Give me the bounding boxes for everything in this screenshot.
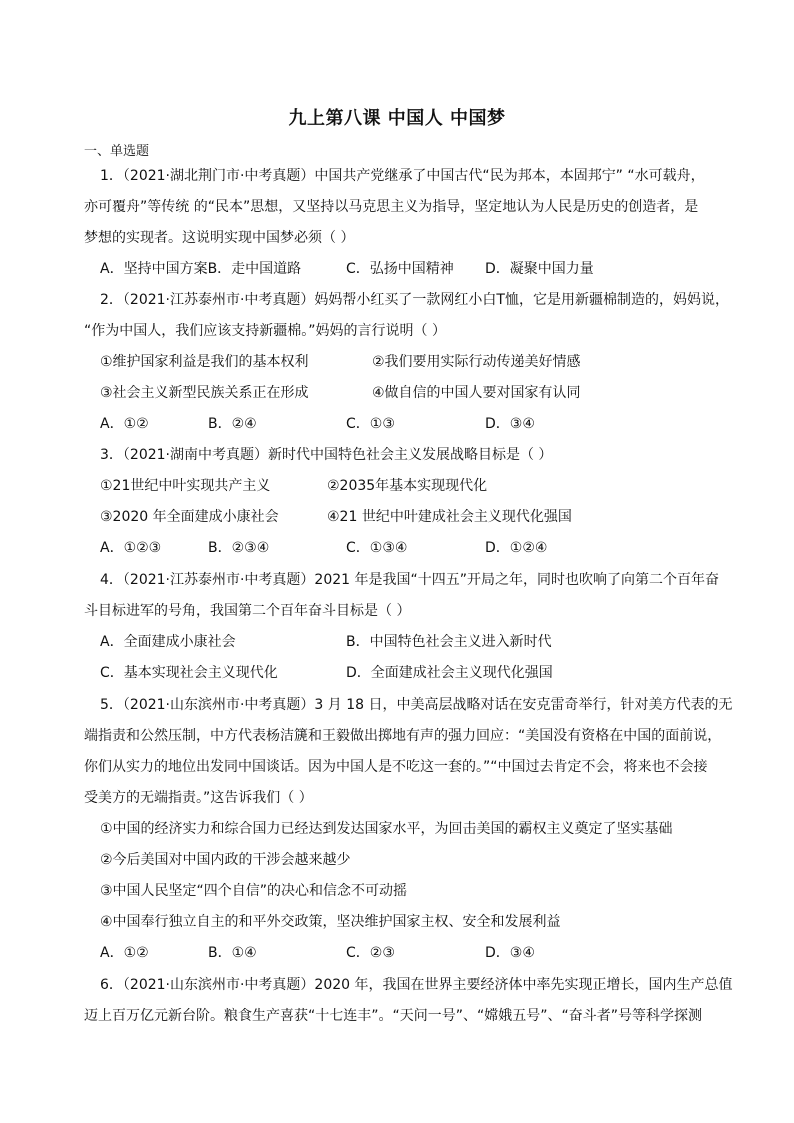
q1-text-line: 1．（2021·湖北荆门市·中考真题）中国共产党继承了中国古代“民为邦本，本固邦宁” “水可载舟， (100, 168, 705, 184)
q1-text-line: 亦可覆舟”等传统 的“民本”思想，又坚持以马克思主义为指导，坚定地认为人民是历史的创造者，是 (84, 199, 699, 215)
q3-statement: ②2035年基本实现现代化 (327, 478, 488, 494)
q3-statement: ④21 世纪中叶建成社会主义现代化强国 (327, 509, 572, 525)
q2-option-b[interactable]: B．②④ (208, 416, 257, 432)
q1-option-a[interactable]: A．坚持中国方案B．走中国道路 (100, 261, 302, 277)
q3-text-line: 3．（2021·湖南中考真题）新时代中国特色社会主义发展战略目标是（ ） (100, 447, 553, 463)
q5-statement: ③中国人民坚定“四个自信”的决心和信念不可动摇 (100, 883, 408, 899)
q2-option-d[interactable]: D．③④ (485, 416, 535, 432)
q5-text-line: 受美方的无端指责。”这告诉我们（ ） (84, 790, 313, 806)
q2-statement: ②我们要用实际行动传递美好情感 (372, 354, 581, 370)
q5-statement: ①中国的经济实力和综合国力已经达到发达国家水平，为回击美国的霸权主义奠定了坚实基础 (100, 821, 673, 837)
q1-option-d[interactable]: D．凝聚中国力量 (485, 261, 594, 277)
q3-option-b[interactable]: B．②③④ (208, 540, 270, 556)
q5-text-line: 端指责和公然压制，中方代表杨洁篪和王毅做出掷地有声的强力回应：“美国没有资格在中国的面前说， (84, 728, 722, 744)
q2-statement: ④做自信的中国人要对国家有认同 (372, 385, 581, 401)
q3-statement: ①21世纪中叶实现共产主义 (100, 478, 271, 494)
q5-option-d[interactable]: D．③④ (485, 945, 535, 961)
q2-text-line: “作为中国人，我们应该支持新疆棉。”妈妈的言行说明（ ） (84, 323, 446, 339)
q2-option-a[interactable]: A．①② (100, 416, 149, 432)
page-title: 九上第八课 中国人 中国梦 (288, 108, 506, 129)
q4-option-c[interactable]: C．基本实现社会主义现代化 (100, 665, 278, 681)
q1-option-c[interactable]: C．弘扬中国精神 (346, 261, 454, 277)
q2-option-c[interactable]: C．①③ (346, 416, 395, 432)
q3-option-c[interactable]: C．①③④ (346, 540, 408, 556)
q5-text-line: 5．（2021·山东滨州市·中考真题）3 月 18 日，中美高层战略对话在安克雷奇举行，针对美方代表的无 (100, 697, 733, 713)
q4-text-line: 斗目标进军的号角，我国第二个百年奋斗目标是（ ） (84, 603, 411, 619)
q2-statement: ①维护国家利益是我们的基本权利 (100, 354, 309, 370)
q4-option-d[interactable]: D．全面建成社会主义现代化强国 (346, 665, 553, 681)
q5-option-a[interactable]: A．①② (100, 945, 149, 961)
q4-option-b[interactable]: B．中国特色社会主义进入新时代 (346, 634, 552, 650)
q2-statement: ③社会主义新型民族关系正在形成 (100, 385, 309, 401)
section-heading: 一、单选题 (84, 144, 150, 159)
q6-text-line: 迈上百万亿元新台阶。粮食生产喜获“十七连丰”。“天问一号”、“嫦娥五号”、“奋斗者”号等科学探测 (84, 1008, 703, 1024)
q5-statement: ②今后美国对中国内政的干涉会越来越少 (100, 852, 351, 868)
q5-statement: ④中国奉行独立自主的和平外交政策，坚决维护国家主权、安全和发展利益 (100, 914, 561, 930)
q3-statement: ③2020 年全面建成小康社会 (100, 509, 279, 525)
q5-option-c[interactable]: C．②③ (346, 945, 395, 961)
q6-text-line: 6．（2021·山东滨州市·中考真题）2020 年，我国在世界主要经济体中率先实现正增长，国内生产总值 (100, 977, 733, 993)
q1-text-line: 梦想的实现者。这说明实现中国梦必须（ ） (84, 230, 355, 246)
q5-option-b[interactable]: B．①④ (208, 945, 257, 961)
q4-option-a[interactable]: A．全面建成小康社会 (100, 634, 236, 650)
q3-option-a[interactable]: A．①②③ (100, 540, 162, 556)
q3-option-d[interactable]: D．①②④ (485, 540, 548, 556)
q4-text-line: 4．（2021·江苏泰州市·中考真题）2021 年是我国“十四五”开局之年，同时也吹响了向第二个百年奋 (100, 572, 720, 588)
q2-text-line: 2．（2021·江苏泰州市·中考真题）妈妈帮小红买了一款网红小白T恤，它是用新疆棉制造的，妈妈说， (100, 292, 729, 308)
q5-text-line: 你们从实力的地位出发同中国谈话。因为中国人是不吃这一套的。”“中国过去肯定不会，将来也不会接 (84, 759, 708, 775)
